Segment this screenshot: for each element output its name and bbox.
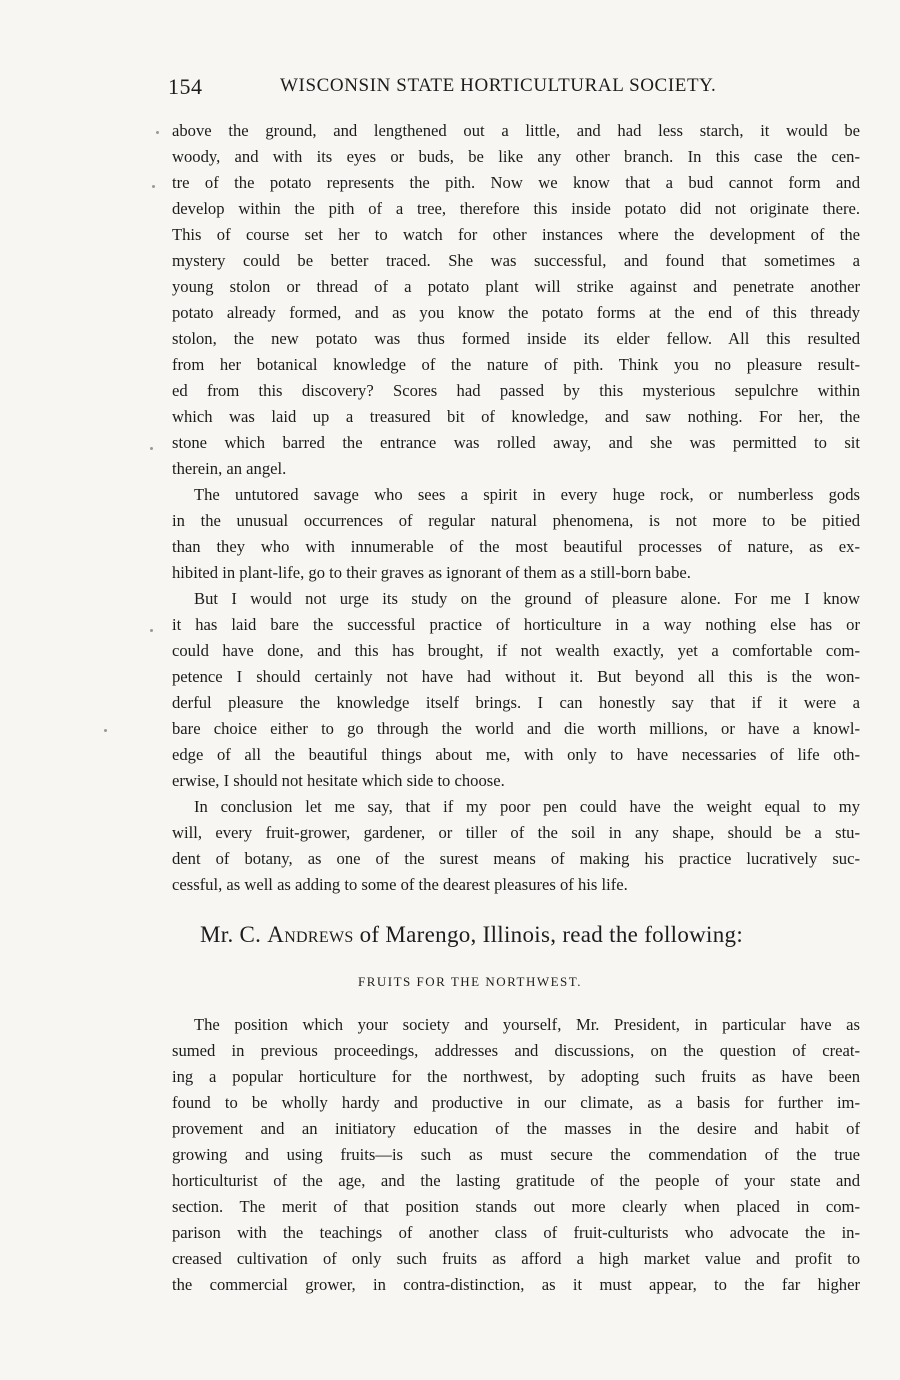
text-line: in the unusual occurrences of regular natural phenomena, is not more to be pitied <box>172 511 860 530</box>
text-line: from her botanical knowledge of the nature of pith. Think you no pleasure result- <box>172 355 860 374</box>
text-line: woody, and with its eyes or buds, be like any other branch. In this case the cen- <box>172 147 860 166</box>
text-line: it has laid bare the successful practice of horticulture in a way nothing else has or <box>172 615 860 634</box>
margin-speck <box>104 729 107 732</box>
margin-speck <box>150 629 153 632</box>
text-line: therein, an angel. <box>172 459 287 478</box>
text-line: the commercial grower, in contra-distinction, as it must appear, to the far higher <box>172 1275 860 1294</box>
page-header <box>168 74 868 104</box>
text-line: bare choice either to go through the world and die worth millions, or have a knowl- <box>172 719 860 738</box>
text-line: growing and using fruits—is such as must secure the commendation of the true <box>172 1145 860 1164</box>
text-line: will, every fruit-grower, gardener, or tiller of the soil in any shape, should be a stu- <box>172 823 860 842</box>
text-line: In conclusion let me say, that if my poor pen could have the weight equal to my <box>194 797 860 816</box>
body-text-section-2 <box>172 1012 860 1298</box>
text-line: The position which your society and yourself, Mr. President, in particular have as <box>194 1015 860 1034</box>
running-head: WISCONSIN STATE HORTICULTURAL SOCIETY. <box>280 75 717 96</box>
text-line: erwise, I should not hesitate which side to choose. <box>172 771 505 790</box>
text-line: ing a popular horticulture for the northwest, by adopting such fruits as have been <box>172 1067 860 1086</box>
text-line: ed from this discovery? Scores had passed by this mysterious sepulchre within <box>172 381 860 400</box>
text-line: could have done, and this has brought, if not wealth exactly, yet a comfortable com- <box>172 641 860 660</box>
page-number: 154 <box>168 74 203 99</box>
text-line: The untutored savage who sees a spirit in every huge rock, or numberless gods <box>194 485 860 504</box>
text-line: young stolon or thread of a potato plant will strike against and penetrate another <box>172 277 860 296</box>
speaker-prefix: Mr. C. <box>200 922 268 947</box>
text-line: parison with the teachings of another class of fruit-culturists who advocate the in- <box>172 1223 860 1242</box>
margin-speck <box>150 447 153 450</box>
text-line: which was laid up a treasured bit of knowledge, and saw nothing. For her, the <box>172 407 860 426</box>
text-line: develop within the pith of a tree, therefore this inside potato did not originate there. <box>172 199 860 218</box>
text-line: found to be wholly hardy and productive in our climate, as a basis for further im- <box>172 1093 860 1112</box>
text-line: section. The merit of that position stands out more clearly when placed in com- <box>172 1197 860 1216</box>
text-line: But I would not urge its study on the ground of pleasure alone. For me I know <box>194 589 860 608</box>
speaker-name: Andrews <box>267 922 354 947</box>
text-line: petence I should certainly not have had without it. But beyond all this is the won- <box>172 667 860 686</box>
text-line: derful pleasure the knowledge itself brings. I can honestly say that if it were a <box>172 693 860 712</box>
text-line: mystery could be better traced. She was successful, and found that sometimes a <box>172 251 860 270</box>
text-line: tre of the potato represents the pith. Now we know that a bud cannot form and <box>172 173 860 192</box>
text-line: stolon, the new potato was thus formed inside its elder fellow. All this resulted <box>172 329 860 348</box>
text-line: creased cultivation of only such fruits as afford a high market value and profit to <box>172 1249 860 1268</box>
text-line: stone which barred the entrance was rolled away, and she was permitted to sit <box>172 433 860 452</box>
text-line: This of course set her to watch for other instances where the development of the <box>172 225 860 244</box>
text-line: dent of botany, as one of the surest means of making his practice lucratively suc- <box>172 849 860 868</box>
margin-speck <box>156 131 159 134</box>
body-text-section-1 <box>172 118 860 898</box>
margin-speck <box>152 185 155 188</box>
text-line: provement and an initiatory education of the masses in the desire and habit of <box>172 1119 860 1138</box>
text-line: sumed in previous proceedings, addresses and discussions, on the question of creat- <box>172 1041 860 1060</box>
text-line: potato already formed, and as you know the potato forms at the end of this thready <box>172 303 860 322</box>
text-line: than they who with innumerable of the most beautiful processes of nature, as ex- <box>172 537 860 556</box>
section-subheading: FRUITS FOR THE NORTHWEST. <box>357 974 583 989</box>
speaker-line <box>200 922 743 948</box>
text-line: above the ground, and lengthened out a little, and had less starch, it would be <box>172 121 860 140</box>
speaker-suffix: of Marengo, Illinois, read the following: <box>353 922 744 947</box>
text-line: edge of all the beautiful things about me, with only to have necessaries of life oth- <box>172 745 860 764</box>
text-line: horticulturist of the age, and the lasting gratitude of the people of your state and <box>172 1171 860 1190</box>
text-line: cessful, as well as adding to some of the dearest pleasures of his life. <box>172 875 628 894</box>
text-line: hibited in plant-life, go to their graves as ignorant of them as a still-born babe. <box>172 563 691 582</box>
